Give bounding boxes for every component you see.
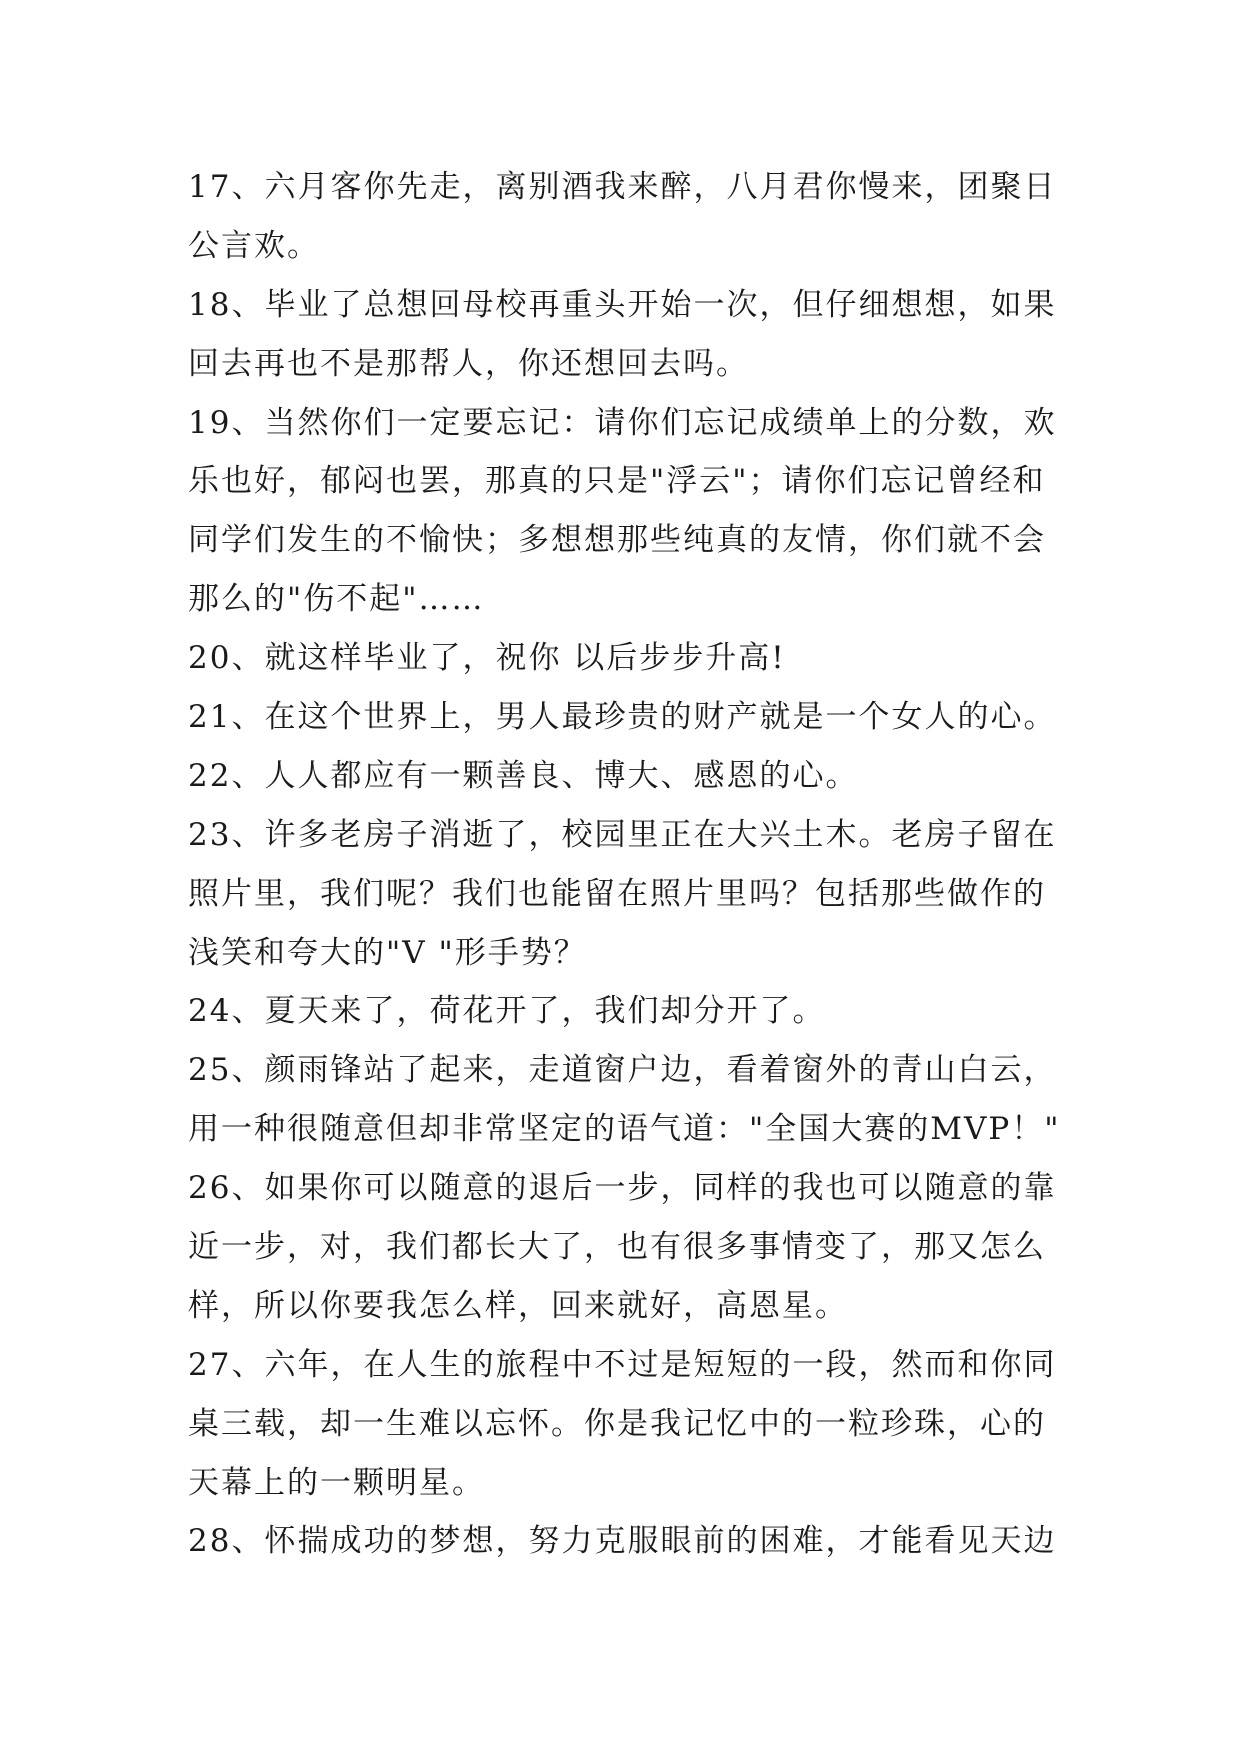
text-line: 同学们发生的不愉快；多想想那些纯真的友情，你们就不会 xyxy=(188,522,1046,559)
text-line: 浅笑和夸大的"V "形手势？ xyxy=(188,934,587,971)
text-line: 26、如果你可以随意的退后一步，同样的我也可以随意的靠 xyxy=(188,1170,1057,1207)
text-line: 用一种很随意但却非常坚定的语气道："全国大赛的MVP！" xyxy=(188,1111,1061,1148)
text-line: 23、许多老房子消逝了，校园里正在大兴土木。老房子留在 xyxy=(188,816,1057,853)
text-line: 天幕上的一颗明星。 xyxy=(188,1464,485,1501)
text-line: 公言欢。 xyxy=(188,227,320,264)
text-line: 24、夏天来了，荷花开了，我们却分开了。 xyxy=(188,993,826,1030)
text-line: 18、毕业了总想回母校再重头开始一次，但仔细想想，如果 xyxy=(188,286,1057,323)
document-body xyxy=(188,158,1088,1571)
text-line: 25、颜雨锋站了起来，走道窗户边，看着窗外的青山白云， xyxy=(188,1052,1057,1089)
text-line: 21、在这个世界上，男人最珍贵的财产就是一个女人的心。 xyxy=(188,699,1057,736)
text-line: 那么的"伤不起"…… xyxy=(188,581,485,618)
text-line: 22、人人都应有一颗善良、博大、感恩的心。 xyxy=(188,757,859,794)
text-line: 回去再也不是那帮人，你还想回去吗。 xyxy=(188,345,749,382)
text-line: 样，所以你要我怎么样，回来就好，高恩星。 xyxy=(188,1287,848,1324)
text-line: 照片里，我们呢？我们也能留在照片里吗？包括那些做作的 xyxy=(188,875,1046,912)
text-line: 桌三载，却一生难以忘怀。你是我记忆中的一粒珍珠，心的 xyxy=(188,1405,1046,1442)
text-line: 19、当然你们一定要忘记：请你们忘记成绩单上的分数，欢 xyxy=(188,404,1057,441)
text-line: 17、六月客你先走，离别酒我来醉，八月君你慢来，团聚日 xyxy=(188,169,1057,205)
text-line: 20、就这样毕业了，祝你 以后步步升高! xyxy=(188,640,786,677)
text-line: 近一步，对，我们都长大了，也有很多事情变了，那又怎么 xyxy=(188,1229,1046,1266)
text-line: 28、怀揣成功的梦想，努力克服眼前的困难，才能看见天边 xyxy=(188,1523,1057,1560)
text-line: 27、六年，在人生的旅程中不过是短短的一段，然而和你同 xyxy=(188,1346,1057,1383)
text-line: 乐也好，郁闷也罢，那真的只是"浮云"；请你们忘记曾经和 xyxy=(188,463,1046,500)
